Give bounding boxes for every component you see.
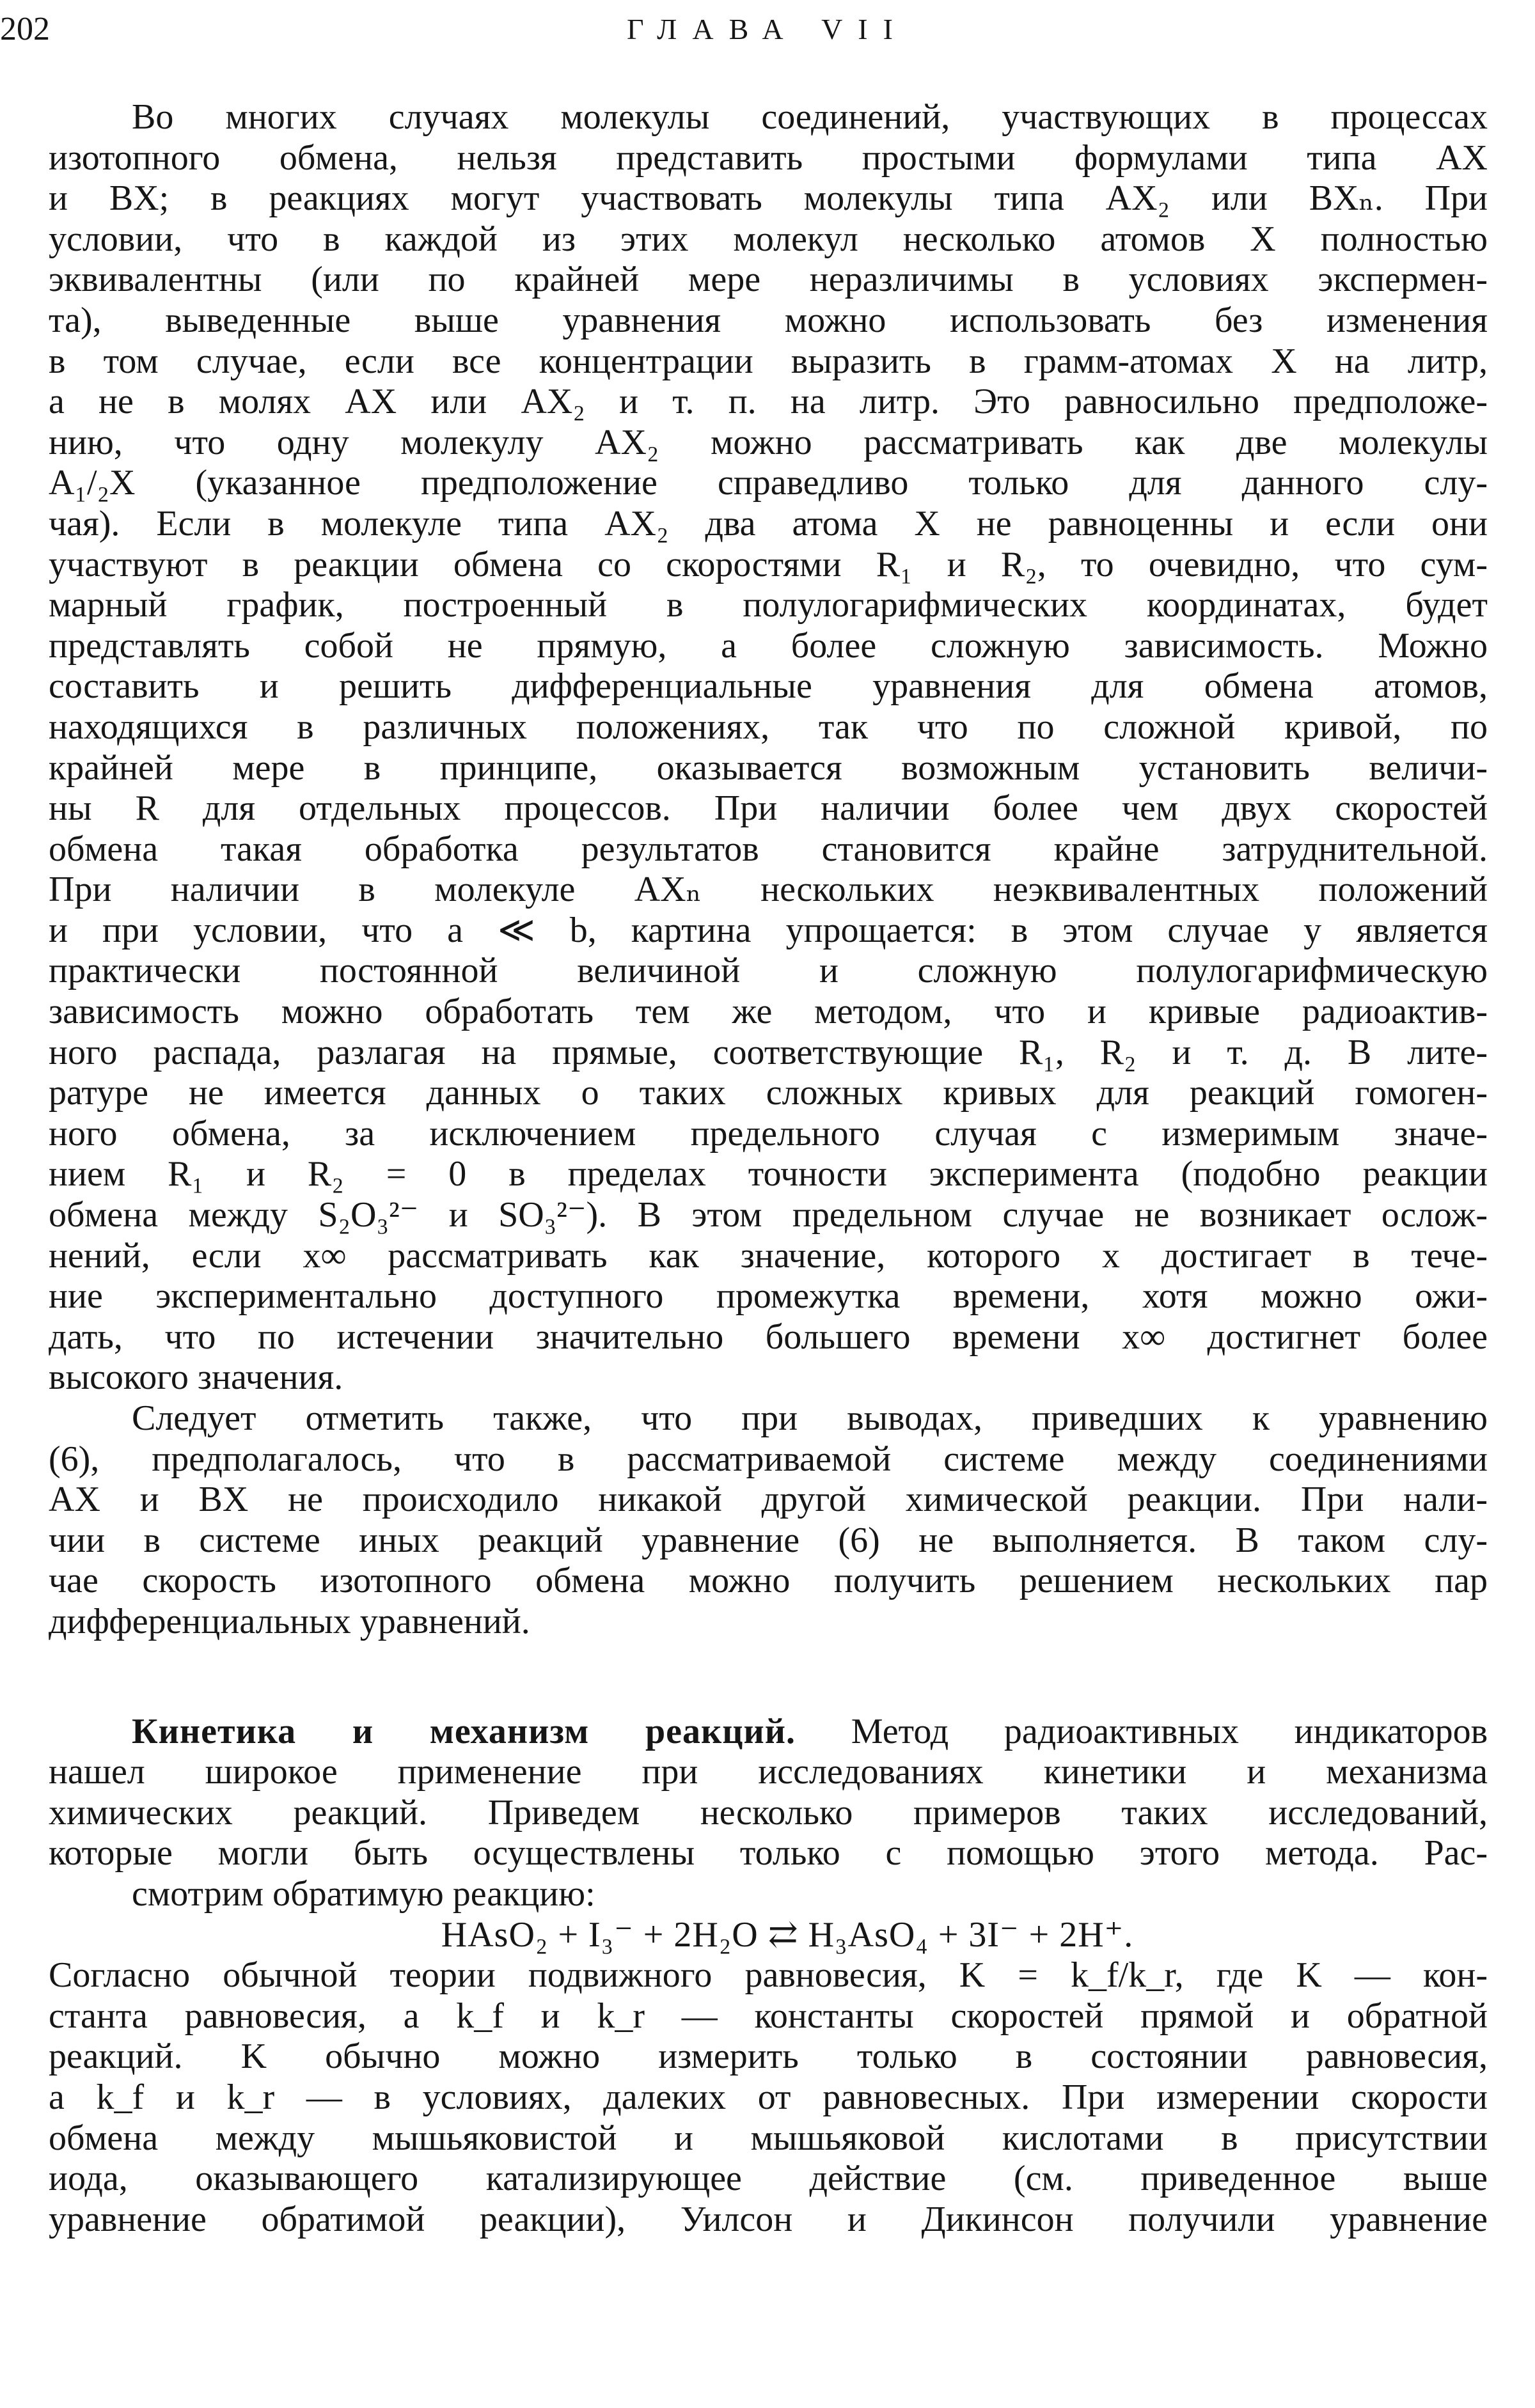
text-line: чае скорость изотопного обмена можно получить решением нескольких пар	[49, 1561, 1488, 1601]
text-line: участвуют в реакции обмена со скоростями R₁ и R₂, то очевидно, что сум-	[49, 544, 1488, 584]
text-line: нию, что одну молекулу AX₂ можно рассматривать как две молекулы	[49, 422, 1488, 462]
text-line: иода, оказывающего катализирующее действие (см. приведенное выше	[49, 2159, 1488, 2199]
text-line: нашел широкое применение при исследованиях кинетики и механизма	[49, 1752, 1488, 1792]
text-line: та), выведенные выше уравнения можно использовать без изменения	[49, 300, 1488, 340]
text-line: химических реакций. Приведем несколько примеров таких исследований,	[49, 1792, 1488, 1833]
text-line: в том случае, если все концентрации выразить в грамм-атомах X на литр,	[49, 341, 1488, 381]
text-line: реакций. K обычно можно измерить только в состоянии равновесия,	[49, 2037, 1488, 2077]
text-line-last: смотрим обратимую реакцию:	[132, 1873, 595, 1914]
section-kinetics-mechanism	[49, 1712, 1488, 1915]
text-line: ратуре не имеется данных о таких сложных кривых для реакций гомоген-	[49, 1073, 1488, 1113]
text-line: Во многих случаях молекулы соединений, участвующих в процессах	[132, 97, 1488, 137]
paragraph-isotope-exchange-molecules	[49, 97, 1488, 1398]
text-line: зависимость можно обработать тем же методом, что и кривые радиоактив-	[49, 992, 1488, 1032]
text-line: A₁/₂X (указанное предположение справедливо только для данного слу-	[49, 463, 1488, 503]
text-line: обмена такая обработка результатов становится крайне затруднительной.	[49, 829, 1488, 869]
text-line: которые могли быть осуществлены только с помощью этого метода. Рас-	[49, 1833, 1488, 1873]
text-line: крайней мере в принципе, оказывается возможным установить величи-	[49, 747, 1488, 788]
body-text	[49, 97, 1488, 2240]
text-line: нием R₁ и R₂ = 0 в пределах точности эксперимента (подобно реакции	[49, 1154, 1488, 1194]
page-number: 202	[0, 11, 50, 47]
text-line: обмена между S₂O₃²⁻ и SO₃²⁻). В этом предельном случае не возникает ослож-	[49, 1195, 1488, 1235]
text-line: находящихся в различных положениях, так что по сложной кривой, по	[49, 707, 1488, 747]
text-line: нений, если x∞ рассматривать как значение, которого x достигает в тече-	[49, 1235, 1488, 1276]
text-line: и при условии, что a ≪ b, картина упрощается: в этом случае y является	[49, 910, 1488, 950]
text-line: эквивалентны (или по крайней мере неразличимы в условиях экспермен-	[49, 260, 1488, 300]
text-line: ного распада, разлагая на прямые, соответствующие R₁, R₂ и т. д. В лите-	[49, 1032, 1488, 1072]
text-line-last: высокого значения.	[49, 1357, 343, 1398]
text-line: чии в системе иных реакций уравнение (6) не выполняется. В таком слу-	[49, 1520, 1488, 1560]
text-line-last: дифференциальных уравнений.	[49, 1601, 530, 1641]
section-first-line	[49, 1712, 1488, 1753]
text-line: ного обмена, за исключением предельного случая с измеримым значе-	[49, 1113, 1488, 1153]
paragraph-equation-six-note	[49, 1398, 1488, 1643]
text-line: представлять собой не прямую, а более сложную зависимость. Можно	[49, 625, 1488, 666]
text-line: и BX; в реакциях могут участвовать молекулы типа AX₂ или BXₙ. При	[49, 178, 1488, 219]
text-line: AX и BX не происходило никакой другой химической реакции. При нали-	[49, 1480, 1488, 1520]
chapter-title: ГЛАВА VII	[627, 13, 908, 45]
running-head	[0, 4, 1535, 55]
text-line: условии, что в каждой из этих молекул несколько атомов X полностью	[49, 219, 1488, 259]
text-line: Следует отметить также, что при выводах, приведших к уравнению	[132, 1398, 1488, 1438]
section-heading: Кинетика и механизм реакций.	[132, 1711, 796, 1751]
text-line: марный график, построенный в полулогарифмических координатах, будет	[49, 585, 1488, 625]
paragraph-equilibrium-theory	[49, 1955, 1488, 2240]
text-line: составить и решить дифференциальные уравнения для обмена атомов,	[49, 666, 1488, 707]
text-line: Согласно обычной теории подвижного равновесия, K = k_f/k_r, где K — кон-	[49, 1955, 1488, 1996]
text-line: станта равновесия, а k_f и k_r — константы скоростей прямой и обратной	[49, 1996, 1488, 2036]
section-first-line-text: Метод радиоактивных индикаторов	[851, 1711, 1488, 1751]
text-line: При наличии в молекуле AXₙ нескольких неэквивалентных положений	[49, 870, 1488, 910]
text-line: ны R для отдельных процессов. При наличии более чем двух скоростей	[49, 788, 1488, 829]
text-line: изотопного обмена, нельзя представить простыми формулами типа AX	[49, 137, 1488, 178]
text-line: ние экспериментально доступного промежутка времени, хотя можно ожи-	[49, 1276, 1488, 1317]
text-line: (6), предполагалось, что в рассматриваемой системе между соединениями	[49, 1439, 1488, 1479]
text-line: а не в молях AX или AX₂ и т. п. на литр. Это равносильно предположе-	[49, 382, 1488, 422]
reaction-equation: HAsO₂ + I₃⁻ + 2H₂O ⇄ H₃AsO₄ + 3I⁻ + 2H⁺.	[441, 1914, 1134, 1955]
section-gap	[49, 1643, 1488, 1712]
text-line: чая). Если в молекуле типа AX₂ два атома X не равноценны и если они	[49, 503, 1488, 543]
text-line: обмена между мышьяковистой и мышьяковой кислотами в присутствии	[49, 2118, 1488, 2158]
text-line: дать, что по истечении значительно большего времени x∞ достигнет более	[49, 1317, 1488, 1357]
text-line: уравнение обратимой реакции), Уилсон и Дикинсон получили уравнение	[49, 2199, 1488, 2239]
text-line: практически постоянной величиной и сложную полулогарифмическую	[49, 951, 1488, 991]
text-line: а k_f и k_r — в условиях, далеких от равновесных. При измерении скорости	[49, 2077, 1488, 2117]
